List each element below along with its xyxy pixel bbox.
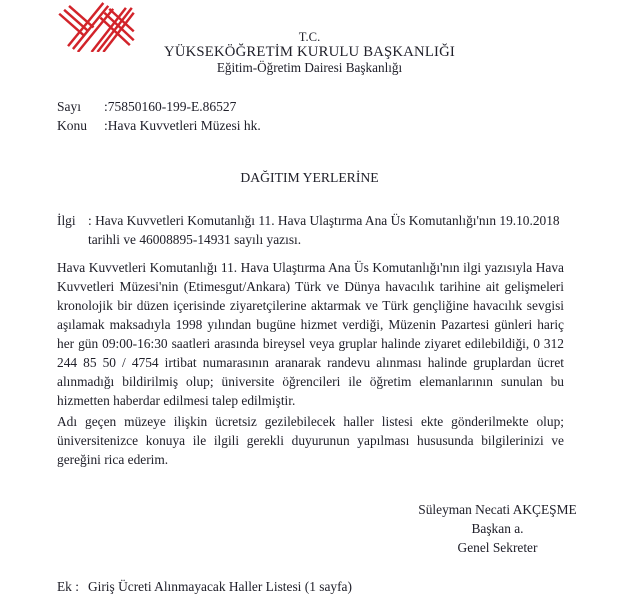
reference-label: İlgi bbox=[57, 213, 76, 228]
signer-title-2: Genel Sekreter bbox=[457, 539, 538, 555]
body-paragraph-2: Adı geçen müzeye ilişkin ücretsiz gezilebilecek haller listesi ekte gönderilmekte olup; üniversitenizce konuya ile ilgili gerekli duyurunun yapılması hususunda bilgilerinizi ve gereğini rica ederim. bbox=[57, 414, 564, 467]
sayi-label: Sayı bbox=[57, 99, 82, 114]
meta-row-konu bbox=[57, 117, 261, 136]
attachment-line bbox=[57, 578, 352, 596]
reference-block bbox=[57, 211, 564, 249]
konu-value: :Hava Kuvvetleri Müzesi hk. bbox=[104, 117, 261, 133]
letterhead-department: Eğitim-Öğretim Dairesi Başkanlığı bbox=[216, 60, 403, 75]
attachment-value: Giriş Ücreti Alınmayacak Haller Listesi (1 sayfa) bbox=[87, 579, 352, 594]
signer-title-1: Başkan a. bbox=[471, 520, 524, 536]
signature-block bbox=[380, 501, 615, 557]
distribution-heading: DAĞITIM YERLERİNE bbox=[240, 170, 379, 185]
document-meta bbox=[57, 98, 261, 135]
meta-row-sayi bbox=[57, 98, 261, 117]
letterhead bbox=[0, 31, 619, 75]
attachment-label: Ek : bbox=[57, 579, 79, 594]
letterhead-republic: T.C. bbox=[298, 30, 321, 44]
sayi-value: :75850160-199-E.86527 bbox=[104, 99, 237, 114]
konu-label: Konu bbox=[57, 117, 87, 133]
body-paragraph-1: Hava Kuvvetleri Komutanlığı 11. Hava Ulaştırma Ana Üs Komutanlığı'nın ilgi yazısıyla Hava Kuvvetleri Müzesi'nin (Etimesgut/Ankara) Türk ve Dünya havacılık tarihine ait gelişmeleri kronolojik bir düzen içerisinde ziyaretçilerine aktarmak ve Türk gençliğine havacılık sevgisi aşılamak maksadıyla 1998 yılından bugüne hizmet verdiği, Müzenin Pazartesi günleri hariç her gün 09:00-16:30 saatleri arasında bireysel veya gruplar halinde ziyaret edilebildiği, 0 312 244 85 50 / 4754 irtibat numarasının aranarak randevu alınması halinde gruplardan ücret alınmadığı bildirilmiş olup; üniversite öğrencileri ile öğretim elemanlarının sunulan bu hizmetten haberdar edilmesi talep edilmiştir. bbox=[57, 260, 564, 408]
signer-name: Süleyman Necati AKÇEŞME bbox=[418, 502, 577, 517]
reference-value: : Hava Kuvvetleri Komutanlığı 11. Hava Ulaştırma Ana Üs Komutanlığı'nın 19.10.2018 tarihli ve 46008895-14931 sayılı yazısı. bbox=[88, 213, 560, 247]
letterhead-institution: YÜKSEKÖĞRETİM KURULU BAŞKANLIĞI bbox=[164, 44, 455, 60]
